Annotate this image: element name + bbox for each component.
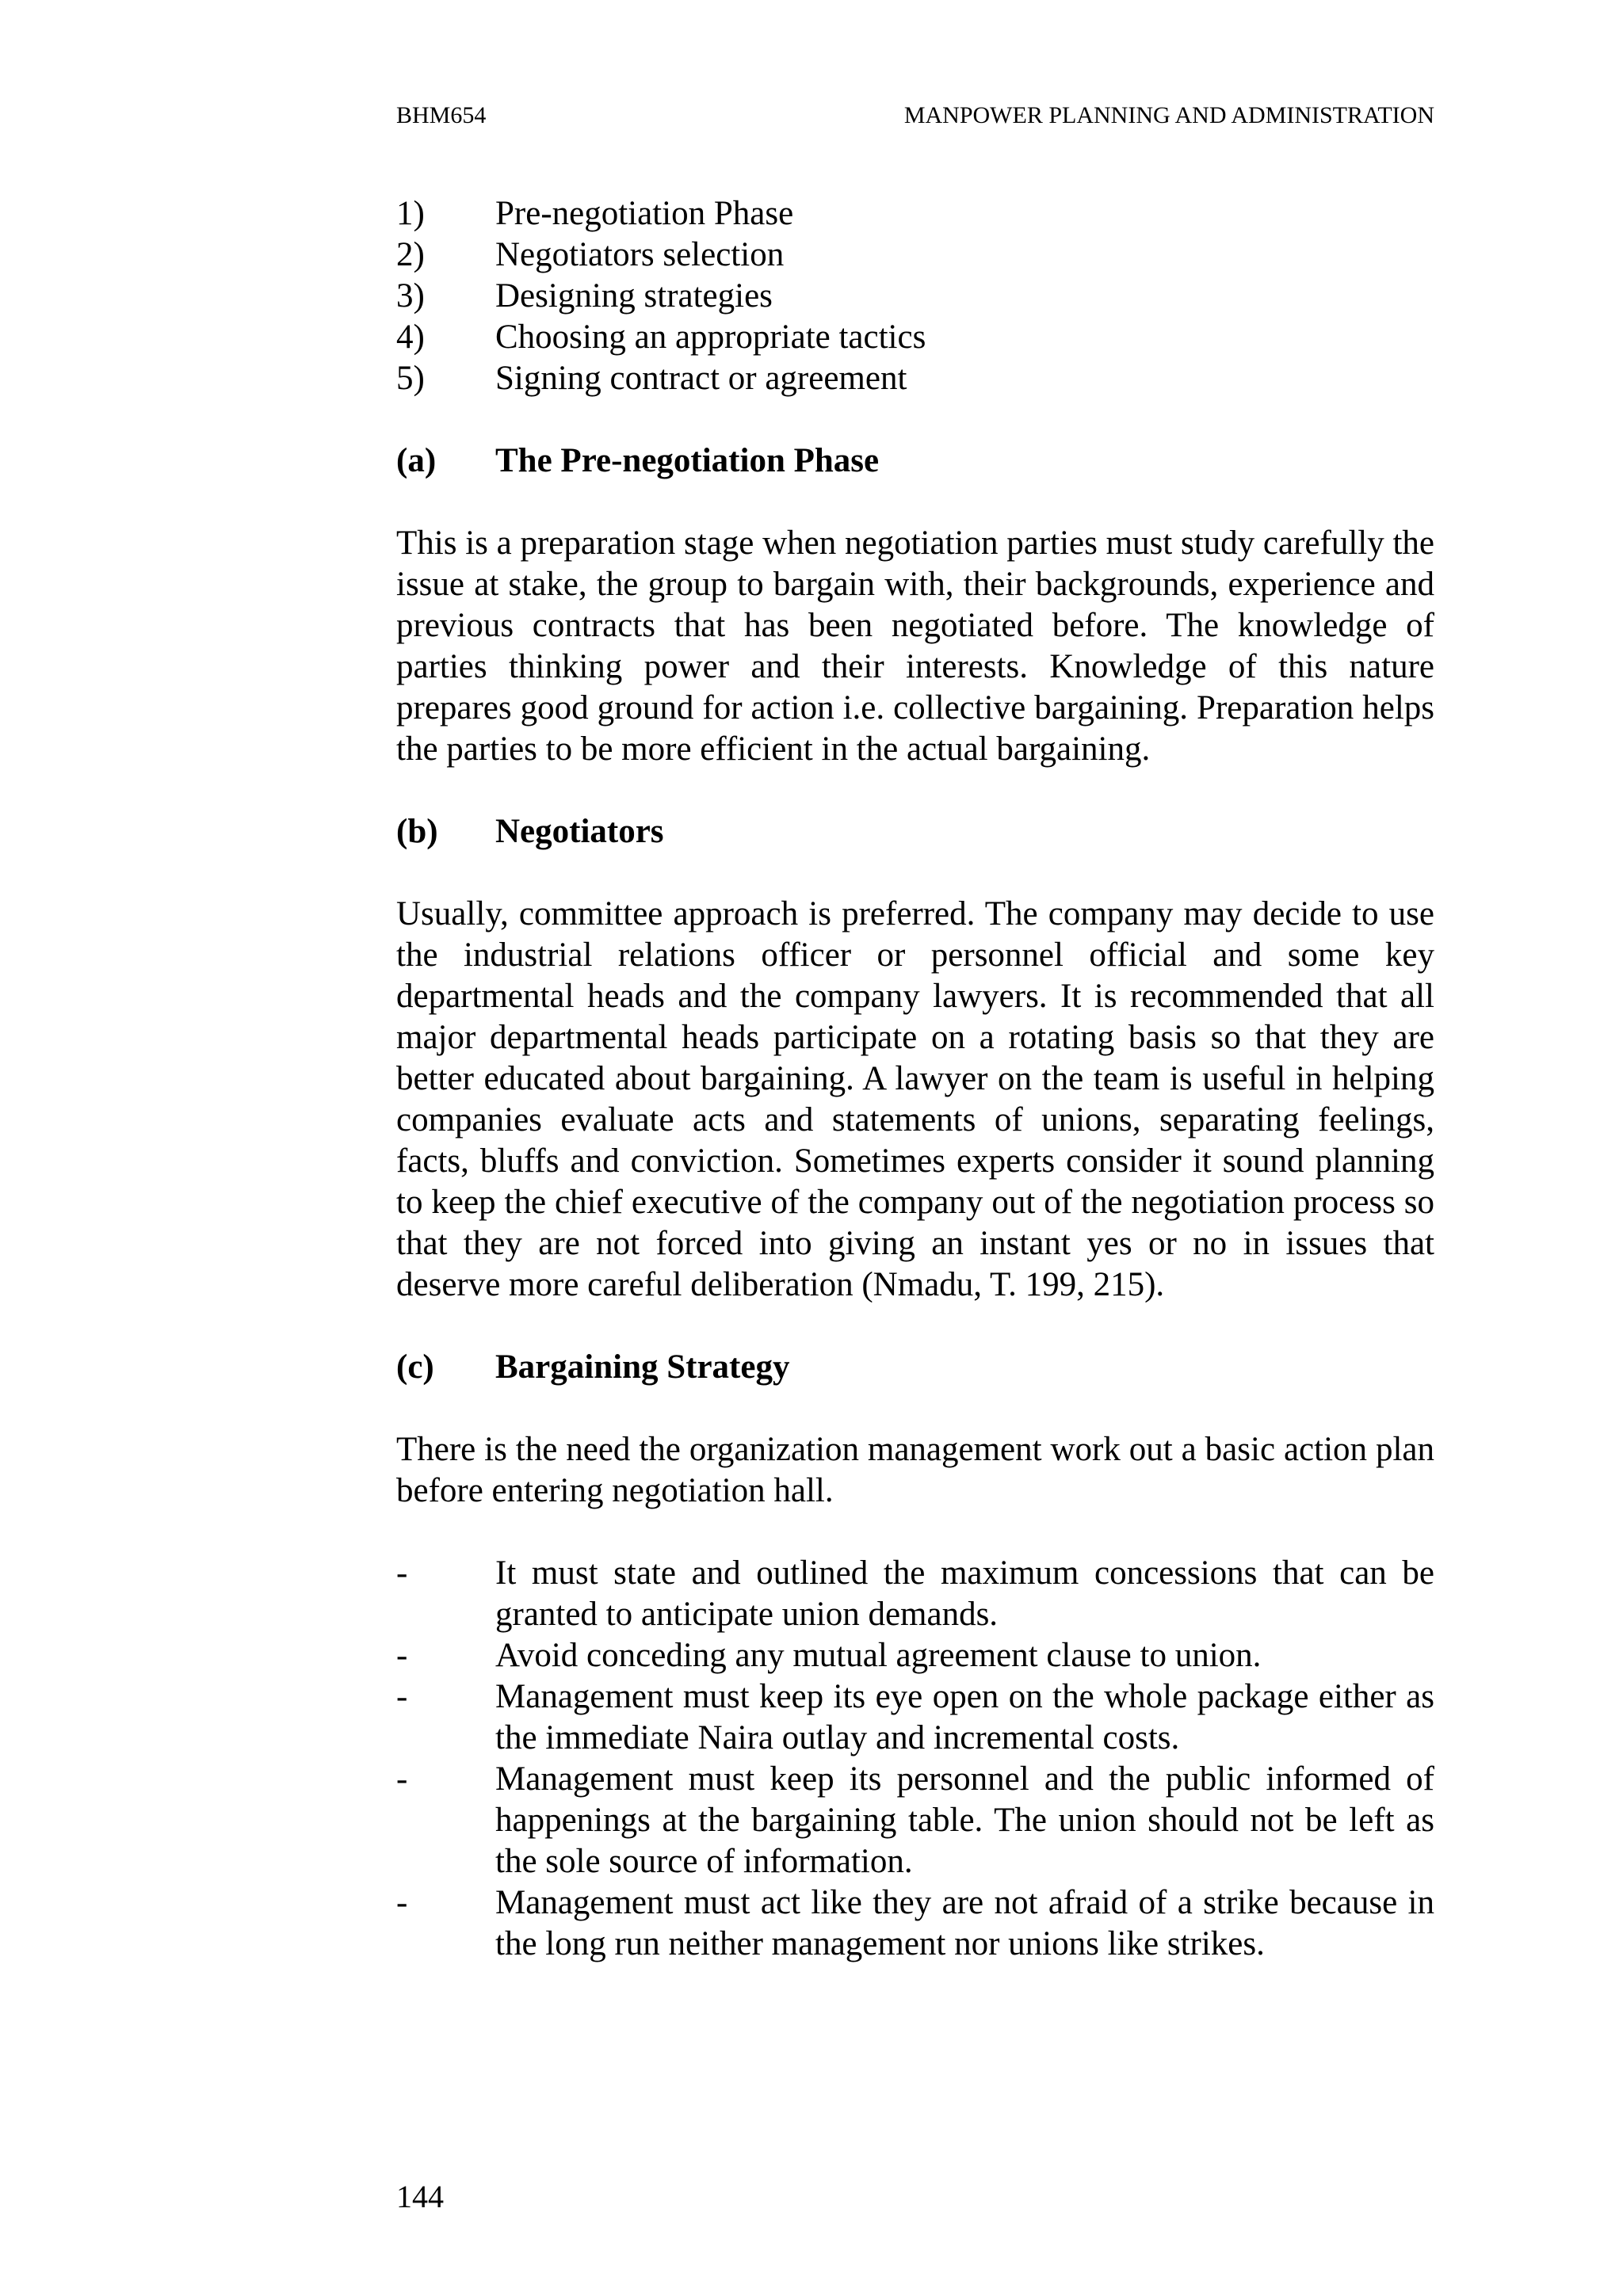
list-item-number: 1) [396, 195, 425, 232]
section-heading-bargaining-strategy [396, 1347, 1434, 1388]
list-item [396, 1676, 1434, 1759]
list-item [396, 235, 1434, 276]
negotiation-steps-list [396, 193, 1434, 399]
list-item [396, 1882, 1434, 1965]
list-item [396, 358, 1434, 399]
list-item-number: 3) [396, 277, 425, 315]
section-marker: (b) [396, 813, 438, 850]
list-item [396, 1635, 1434, 1676]
running-header [396, 98, 1434, 133]
strategy-points-list [396, 1553, 1434, 1965]
list-item-text: Designing strategies [495, 277, 773, 315]
section-paragraph-pre-negotiation: This is a preparation stage when negotiation parties must study carefully the issue at stake, the group to bargain with, their backgrounds, experience and previous contracts that has been negotiated before. The knowledge of parties thinking power and their interests. Knowledge of this nature prepares good ground for action i.e. collective bargaining. Preparation helps the parties to be more efficient in the actual bargaining. [396, 524, 1434, 768]
list-item-text: Management must keep its personnel and the public informed of happenings at the bargaining table. The union should not be left as the sole source of information. [495, 1760, 1434, 1880]
list-item-text: Management must keep its eye open on the whole package either as the immediate Naira outlay and incremental costs. [495, 1678, 1434, 1756]
list-item [396, 276, 1434, 317]
page-content [396, 193, 1434, 1965]
list-item [396, 1553, 1434, 1635]
bullet-dash: - [396, 1554, 408, 1592]
section-paragraph-negotiators: Usually, committee approach is preferred. The company may decide to use the industrial relations officer or personnel official and some key departmental heads and the company lawyers. It is recommended that all major departmental heads participate on a rotating basis so that they are better educated about bargaining. A lawyer on the team is useful in helping companies evaluate acts and statements of unions, separating feelings, facts, bluffs and conviction. Sometimes experts consider it sound planning to keep the chief executive of the company out of the negotiation process so that they are not forced into giving an instant yes or no in issues that deserve more careful deliberation (Nmadu, T. 199, 215). [396, 895, 1434, 1303]
section-paragraph-bargaining-strategy: There is the need the organization management work out a basic action plan before entering negotiation hall. [396, 1431, 1434, 1509]
section-marker: (c) [396, 1348, 434, 1386]
list-item-text: It must state and outlined the maximum concessions that can be granted to anticipate union demands. [495, 1554, 1434, 1633]
list-item [396, 317, 1434, 358]
list-item-text: Signing contract or agreement [495, 360, 907, 397]
section-title: Negotiators [495, 813, 664, 850]
section-marker: (a) [396, 442, 437, 479]
section-heading-pre-negotiation [396, 441, 1434, 482]
section-title: Bargaining Strategy [495, 1348, 790, 1386]
list-item-text: Negotiators selection [495, 236, 785, 273]
list-item-text: Avoid conceding any mutual agreement clause to union. [495, 1637, 1262, 1674]
section-heading-negotiators [396, 811, 1434, 852]
page-number: 144 [396, 2179, 444, 2214]
list-item-text: Choosing an appropriate tactics [495, 318, 926, 356]
list-item-number: 2) [396, 236, 425, 273]
bullet-dash: - [396, 1760, 408, 1798]
list-item-number: 5) [396, 360, 425, 397]
course-code: BHM654 [396, 102, 487, 128]
section-title: The Pre-negotiation Phase [495, 442, 880, 479]
list-item [396, 193, 1434, 235]
bullet-dash: - [396, 1678, 408, 1715]
list-item [396, 1759, 1434, 1882]
bullet-dash: - [396, 1884, 408, 1921]
list-item-text: Pre-negotiation Phase [495, 195, 794, 232]
list-item-text: Management must act like they are not afraid of a strike because in the long run neither management nor unions like strikes. [495, 1884, 1434, 1962]
bullet-dash: - [396, 1637, 408, 1674]
list-item-number: 4) [396, 318, 425, 356]
course-title: MANPOWER PLANNING AND ADMINISTRATION [903, 102, 1434, 128]
